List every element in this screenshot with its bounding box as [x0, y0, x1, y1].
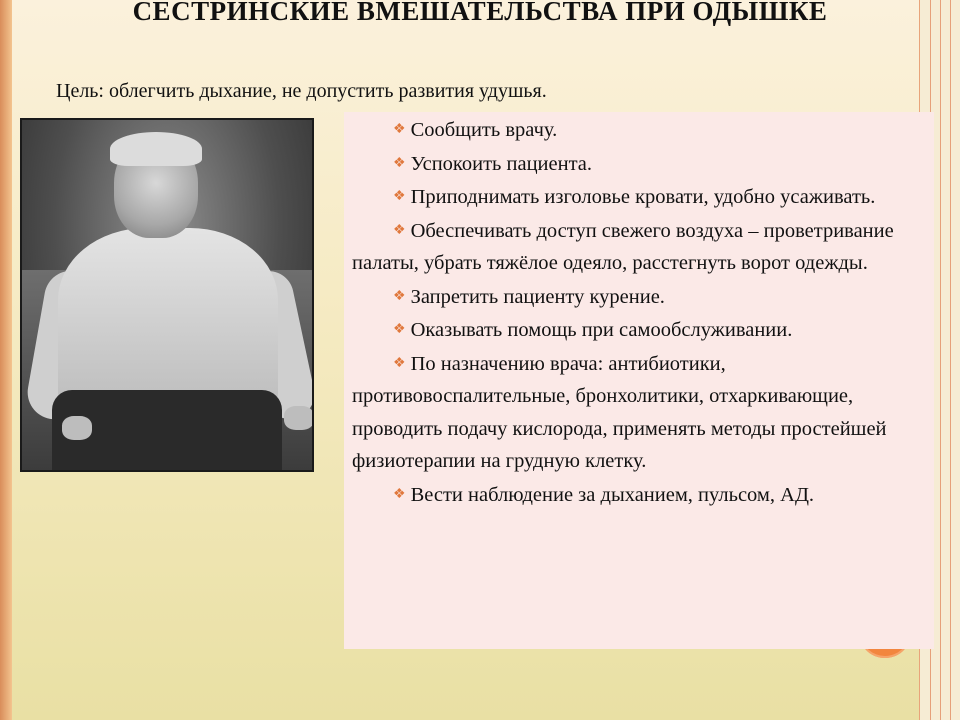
list-item	[352, 479, 928, 512]
list-item-text: Приподнимать изголовье кровати, удобно усаживать.	[410, 186, 876, 208]
list-item-text: Обеспечивать доступ свежего воздуха – проветривание палаты, убрать тяжёлое одеяло, расстегнуть ворот одежды.	[352, 219, 894, 274]
diamond-bullet-icon: ❖	[393, 122, 406, 137]
list-item	[352, 215, 928, 280]
list-item	[352, 148, 928, 181]
goal-text: Цель: облегчить дыхание, не допустить развития удушья.	[56, 80, 547, 102]
interventions-list	[344, 112, 934, 649]
list-item	[352, 114, 928, 147]
frame-line	[950, 0, 951, 720]
slide-title: СЕСТРИНСКИЕ ВМЕШАТЕЛЬСТВА ПРИ ОДЫШКЕ	[132, 0, 828, 26]
list-item-text: Успокоить пациента.	[410, 152, 593, 175]
list-item-text: По назначению врача: антибиотики, противовоспалительные, бронхолитики, отхаркивающие, проводить подачу кислорода, применять методы простейшей физиотерапии на грудную клетку.	[352, 352, 887, 472]
diamond-bullet-icon: ❖	[393, 288, 406, 304]
photo-hand-left	[62, 416, 92, 440]
diamond-bullet-icon: ❖	[393, 222, 406, 238]
left-accent-band	[0, 0, 12, 720]
list-item	[352, 181, 928, 214]
diamond-bullet-icon: ❖	[393, 155, 406, 171]
list-item-text: Оказывать помощь при самообслуживании.	[410, 319, 793, 341]
frame-line	[940, 0, 941, 720]
diamond-bullet-icon: ❖	[393, 355, 406, 371]
diamond-bullet-icon: ❖	[393, 189, 406, 204]
list-item	[352, 281, 928, 314]
list-item-text: Сообщить врачу.	[410, 119, 558, 141]
photo-shirt	[58, 228, 278, 408]
diamond-bullet-icon: ❖	[393, 486, 406, 502]
photo-hand-right	[284, 406, 314, 430]
diamond-bullet-icon: ❖	[393, 322, 406, 337]
photo-hair	[110, 132, 202, 166]
list-item-text: Запретить пациенту курение.	[410, 285, 665, 308]
patient-photo	[20, 118, 314, 472]
list-item-text: Вести наблюдение за дыханием, пульсом, АД.	[410, 483, 815, 506]
list-item	[352, 348, 928, 478]
list-item	[352, 314, 928, 347]
